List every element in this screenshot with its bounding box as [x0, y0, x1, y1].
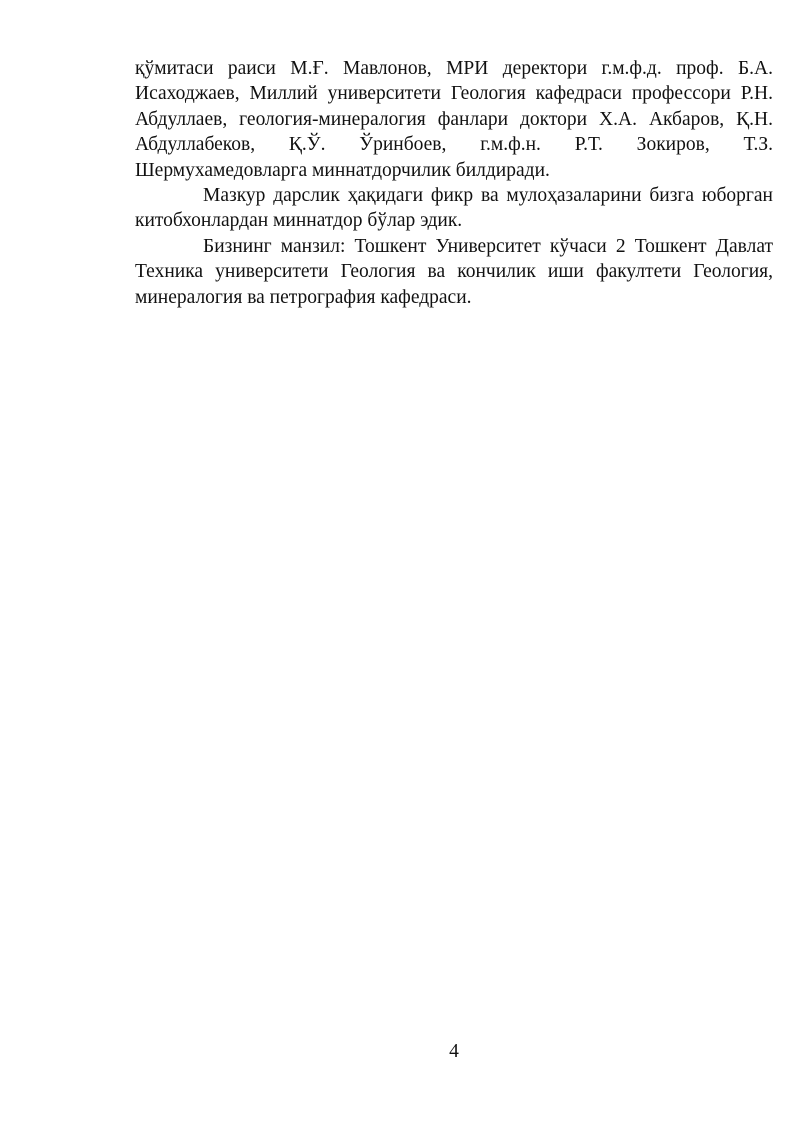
paragraph-feedback: Мазкур дарслик ҳақидаги фикр ва мулоҳазаларини бизга юборган китобхонлардан миннатдор бўлар эдик.: [135, 185, 773, 232]
body-text: [135, 56, 773, 310]
paragraph-acknowledgements-continued: қўмитаси раиси М.Ғ. Мавлонов, МРИ деректори г.м.ф.д. проф. Б.А. Исаходжаев, Миллий университети Геология кафедраси профессори Р.Н. Абдуллаев, геология-минералогия фанлари доктори Х.А. Акбаров, Қ.Н. Абдуллабеков, Қ.Ў. Ўринбоев, г.м.ф.н. Р.Т. Зокиров, Т.З. Шермухамедовларга миннатдорчилик билдиради.: [135, 58, 773, 181]
page-number: 4: [449, 1041, 459, 1062]
paragraph-address: Бизнинг манзил: Тошкент Университет кўчаси 2 Тошкент Давлат Техника университети Геология ва кончилик иши факултети Геология, минералогия ва петрография кафедраси.: [135, 235, 773, 308]
